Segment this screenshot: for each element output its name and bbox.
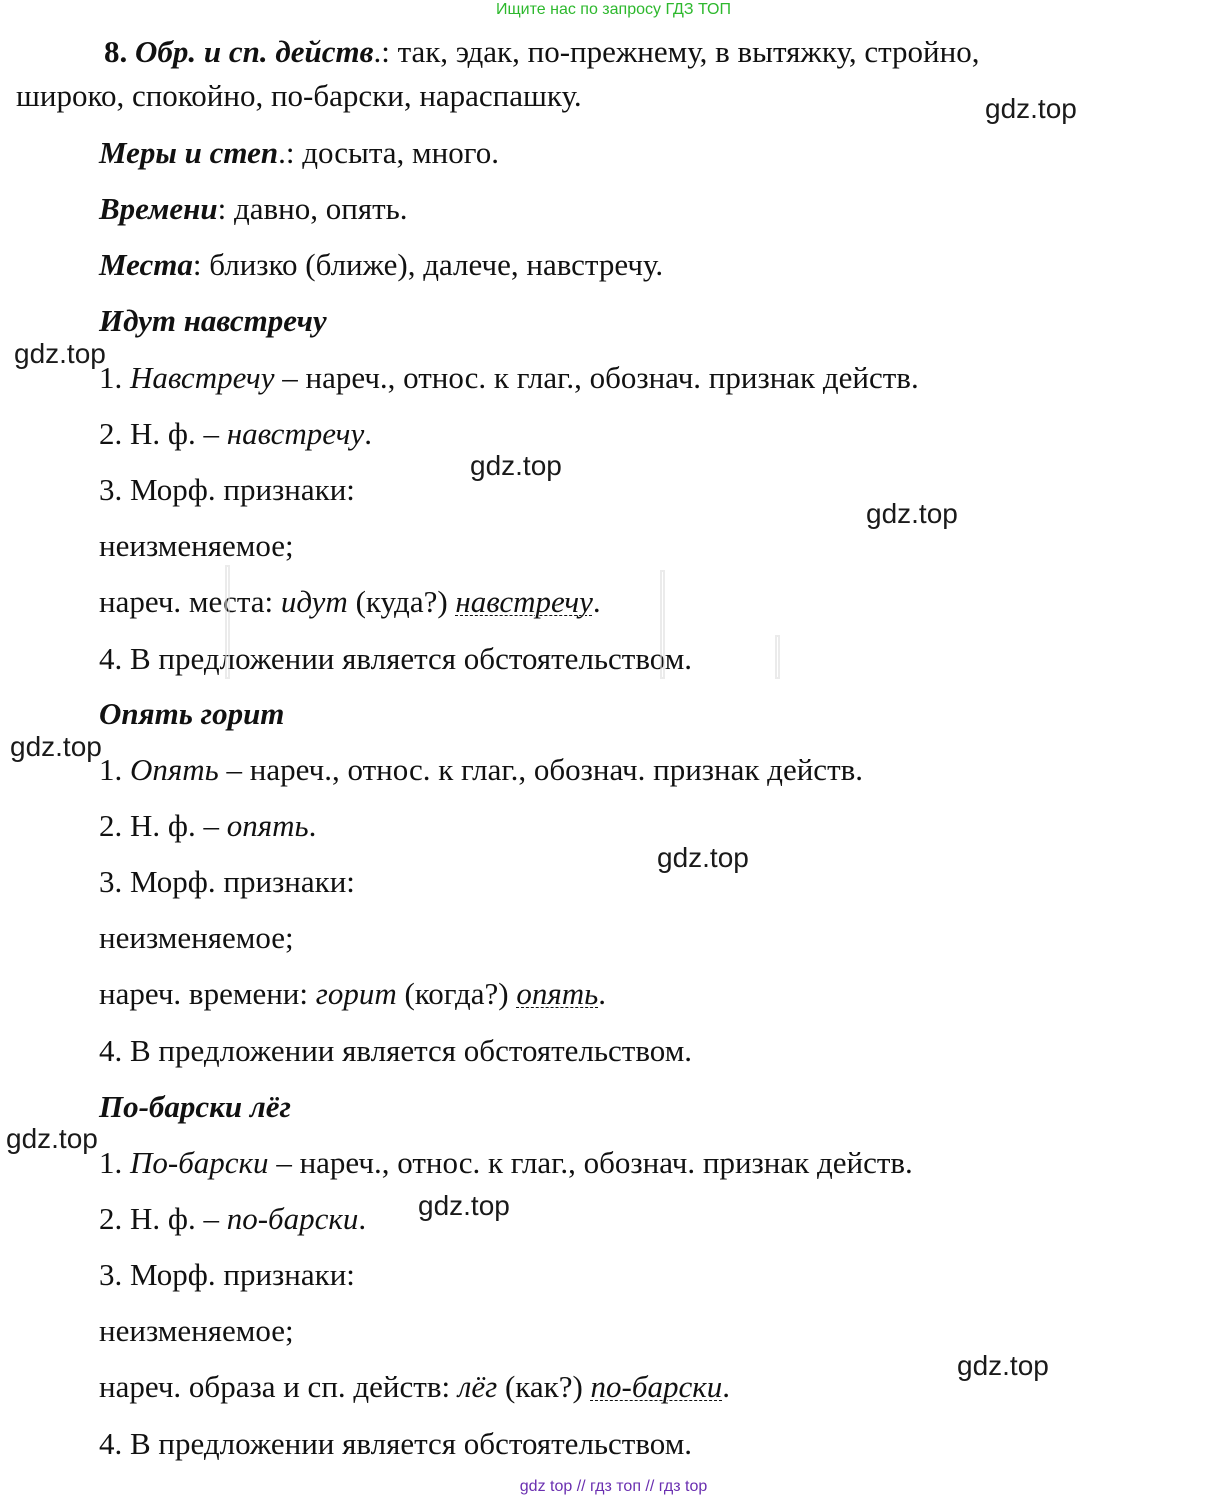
intro-line-1 xyxy=(104,34,979,70)
point-text: – нареч., относ. к глаг., обознач. признак действ. xyxy=(274,360,919,395)
analysis-point-1 xyxy=(99,360,919,396)
analysis-point-4: 4. В предложении является обстоятельством. xyxy=(99,1033,693,1068)
point-number: 1. xyxy=(99,360,130,395)
analyzed-word: Навстречу xyxy=(130,360,275,395)
category-measure xyxy=(99,135,499,171)
point-number: 1. xyxy=(99,1145,130,1180)
analysis-point-4: 4. В предложении является обстоятельством. xyxy=(99,1426,693,1461)
point-text: . xyxy=(722,1369,730,1404)
example-verb: горит xyxy=(315,976,397,1011)
example-adverb: навстречу xyxy=(455,584,593,619)
example-question: (куда?) xyxy=(347,584,456,619)
scan-artifact xyxy=(225,565,230,679)
top-banner-link[interactable]: Ищите нас по запросу ГДЗ ТОП xyxy=(496,1,731,18)
example-question: (когда?) xyxy=(396,976,517,1011)
analyzed-word: По-барски xyxy=(130,1145,269,1180)
point-text: . xyxy=(358,1201,367,1236)
point-text: – нареч., относ. к глаг., обознач. признак действ. xyxy=(218,752,864,787)
intro-text-1: .: так, эдак, по-прежнему, в вытяжку, стройно, xyxy=(373,34,980,69)
analysis-feature: неизменяемое; xyxy=(99,1313,294,1348)
watermark: gdz.top xyxy=(985,93,1077,124)
category-place xyxy=(99,247,663,283)
example-verb: идут xyxy=(280,584,348,619)
analysis-point-2 xyxy=(99,1201,366,1237)
watermark: gdz.top xyxy=(418,1190,510,1221)
scan-artifact xyxy=(775,635,780,679)
watermark: gdz.top xyxy=(14,338,106,369)
intro-title: Обр. и сп. действ xyxy=(135,34,374,69)
section-heading: Идут навстречу xyxy=(99,303,327,338)
analysis-feature: неизменяемое; xyxy=(99,920,294,955)
watermark: gdz.top xyxy=(470,450,562,481)
analysis-example xyxy=(99,1369,730,1405)
intro-line-2: широко, спокойно, по-барски, нараспашку. xyxy=(16,78,582,113)
watermark: gdz.top xyxy=(657,842,749,873)
example-adverb: по-барски xyxy=(590,1369,723,1404)
watermark: gdz.top xyxy=(10,731,102,762)
analysis-point-2 xyxy=(99,416,372,452)
analysis-point-4: 4. В предложении является обстоятельством. xyxy=(99,641,693,676)
watermark: gdz.top xyxy=(957,1350,1049,1381)
category-label: Места xyxy=(99,247,193,282)
initial-form: по-барски xyxy=(226,1201,359,1236)
analysis-point-3: 3. Морф. признаки: xyxy=(99,864,355,899)
category-label: Времени xyxy=(99,191,218,226)
point-text: 2. Н. ф. – xyxy=(99,808,227,843)
category-text: : давно, опять. xyxy=(217,191,408,226)
category-text: .: досыта, много. xyxy=(278,135,499,170)
point-text: нареч. времени: xyxy=(99,976,316,1011)
analysis-feature: неизменяемое; xyxy=(99,528,294,563)
category-text: : близко (ближе), далече, навстречу. xyxy=(192,247,664,282)
point-number: 1. xyxy=(99,752,130,787)
example-verb: лёг xyxy=(457,1369,498,1404)
watermark: gdz.top xyxy=(866,498,958,529)
category-label: Меры и степ xyxy=(99,135,279,170)
analysis-example xyxy=(99,976,606,1012)
point-text: нареч. образа и сп. действ: xyxy=(99,1369,458,1404)
analysis-point-1 xyxy=(99,752,863,788)
point-text: 2. Н. ф. – xyxy=(99,1201,227,1236)
analyzed-word: Опять xyxy=(130,752,219,787)
point-text: нареч. места: xyxy=(99,584,281,619)
analysis-point-3: 3. Морф. признаки: xyxy=(99,1257,355,1292)
analysis-point-1 xyxy=(99,1145,913,1181)
analysis-point-3: 3. Морф. признаки: xyxy=(99,472,355,507)
section-heading: Опять горит xyxy=(99,696,285,731)
analysis-example xyxy=(99,584,601,620)
category-time xyxy=(99,191,408,227)
point-text: . xyxy=(598,976,606,1011)
point-text: 2. Н. ф. – xyxy=(99,416,227,451)
point-text: . xyxy=(364,416,372,451)
example-question: (как?) xyxy=(497,1369,591,1404)
point-text: – нареч., относ. к глаг., обознач. признак действ. xyxy=(268,1145,913,1180)
footer-links[interactable]: gdz top // гдз топ // гдз top xyxy=(519,1478,708,1495)
initial-form: опять xyxy=(226,808,309,843)
example-adverb: опять xyxy=(516,976,599,1011)
section-heading: По-барски лёг xyxy=(99,1089,291,1124)
initial-form: навстречу xyxy=(226,416,365,451)
watermark: gdz.top xyxy=(6,1123,98,1154)
task-number: 8. xyxy=(104,34,128,69)
point-text: . xyxy=(308,808,317,843)
scan-artifact xyxy=(660,570,665,679)
analysis-point-2 xyxy=(99,808,316,844)
point-text: . xyxy=(592,584,601,619)
